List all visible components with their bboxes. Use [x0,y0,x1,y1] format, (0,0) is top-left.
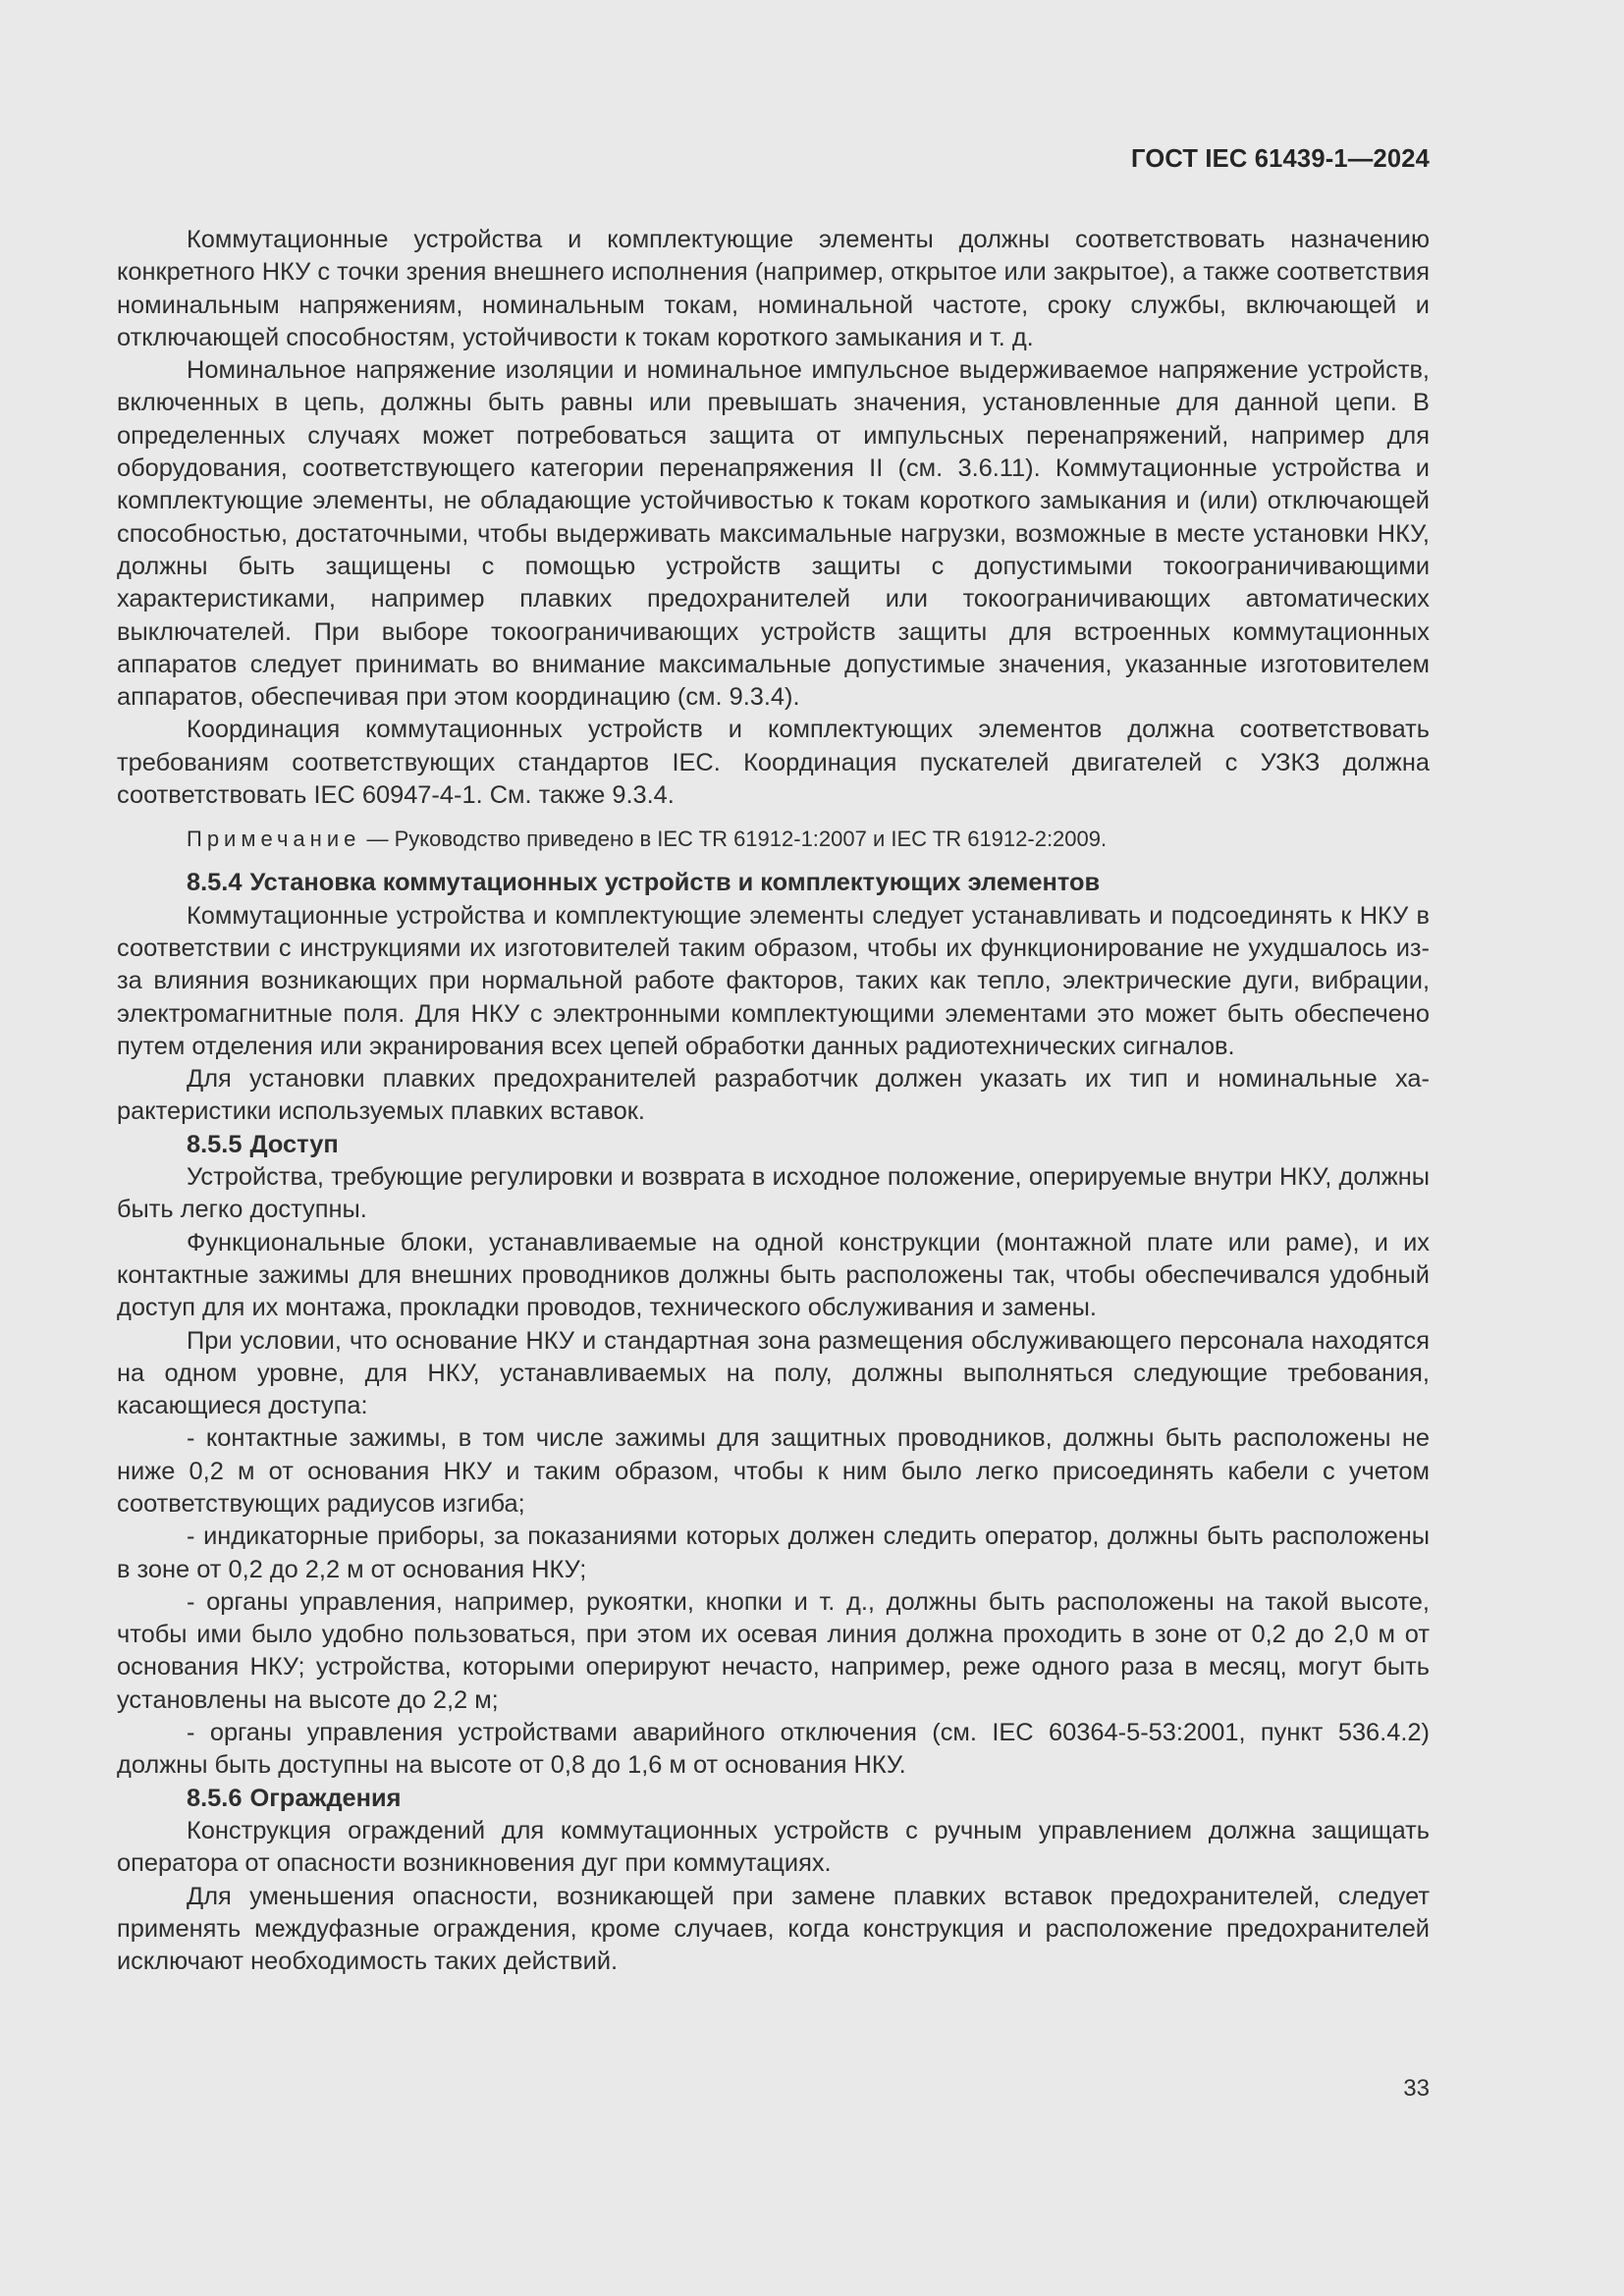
paragraph: Коммутационные устройства и комплектующие элементы следует устанавливать и подсоединять к НКУ в соответствии с инструкциями их изготовителей таким образом, чтобы их функционирование не ухудшалось из-за влияния возникающих при нормальной работе факторов, таких как тепло, электрические дуги, вибрации, электромагнитные поля. Для НКУ с электронными комплектующими элементами это может быть обеспечено путем отделения или экранирования всех цепей обработки данных радиотехнических сигналов. [117,901,1430,1060]
page-number: 33 [1403,2075,1430,2102]
section-heading-8-5-5 [117,1129,1430,1161]
section-number: 8.5.6 [187,1784,243,1812]
list-item: - индикаторные приборы, за показаниями которых должен следить оператор, должны быть расположены в зоне от 0,2 до 2,2 м от основания НКУ; [117,1522,1430,1583]
list-item: - органы управления, например, рукоятки, кнопки и т. д., должны быть расположены на такой высоте, чтобы ими было удобно пользоваться, при этом их осевая линия должна проходить в зоне от 0,2 до 2,0 м от основания НКУ; устройства, которыми оперируют нечасто, например, реже одного раза в месяц, могут быть установлены на высоте до 2,2 м; [117,1587,1430,1714]
section-heading-8-5-4 [117,867,1430,899]
paragraph: Коммутационные устройства и комплектующие элементы должны соответствовать назначению конкретного НКУ с точки зрения внешнего исполнения (например, открытое или закрытое), а также соответствия номинальным напряжениям, номинальным токам, номинальной частоте, сроку службы, включающей и отключающей способностям, устойчивости к токам короткого замыкания и т. д. [117,226,1430,351]
paragraph: Номинальное напряжение изоляции и номинальное импульсное выдерживаемое напряжение устройств, включенных в цепь, должны быть равны или превышать значения, установленные для данной цепи. В определенных случаях может потребоваться защита от импульсных перенапряжений, например для оборудования, соответствующего категории перенапряжения II (см. 3.6.11). Коммутационные устройства и комплектующие элементы, не обладающие устойчивостью к токам короткого замыкания и (или) отключающей способностью, достаточными, чтобы выдерживать максимальные нагрузки, возможные в месте установки НКУ, должны быть защищены с помощью устройств защиты с допустимыми токоограничивающими характеристиками, например плавких предохранителей или токоограничивающих автоматических выключателей. При выборе токоограничивающих устройств защиты для встроенных коммутационных аппаратов следует принимать во внимание максимальные допустимые значения, указанные изготовителем аппаратов, обеспечивая при этом координацию (см. 9.3.4). [117,356,1430,712]
note [117,825,1430,854]
document-header: ГОСТ IEC 61439-1—2024 [1131,145,1430,173]
document-body [117,224,1430,1978]
section-title: Установка коммутационных устройств и комплектующих элементов [249,869,1101,897]
paragraph: Координация коммутационных устройств и комплектующих элементов должна соответствовать требованиям соответствующих стандартов IEC. Координация пускателей двигателей с УЗКЗ должна соответствовать IEC 60947-4-1. См. также 9.3.4. [117,716,1430,810]
paragraph: Для установки плавких предохранителей разработчик должен указать их тип и номинальные характеристики используемых плавких вставок. [117,1065,1430,1126]
list-item: - контактные зажимы, в том числе зажимы для защитных проводников, должны быть расположены не ниже 0,2 м от основания НКУ и таким образом, чтобы к ним было легко присоединять кабели с учетом соответствующих радиусов изгиба; [117,1424,1430,1518]
paragraph: Конструкция ограждений для коммутационных устройств с ручным управлением должна защищать оператора от опасности возникновения дуг при коммутациях. [117,1816,1430,1878]
note-label: Примечание [187,827,361,852]
section-title: Доступ [249,1130,339,1158]
paragraph: Для уменьшения опасности, возникающей при замене плавких вставок предохранителей, следует применять междуфазные ограждения, кроме случаев, когда конструкция и расположение предохранителей исключают необходимость таких действий. [117,1882,1430,1976]
section-number: 8.5.4 [187,869,243,897]
list-item: - органы управления устройствами аварийного отключения (см. IEC 60364-5-53:2001, пункт 536.4.2) должны быть доступны на высоте от 0,8 до 1,6 м от основания НКУ. [117,1719,1430,1780]
paragraph: Функциональные блоки, устанавливаемые на одной конструкции (монтажной плате или раме), и их контактные зажимы для внешних проводников должны быть расположены так, чтобы обеспечивался удобный доступ для их монтажа, прокладки проводов, технического обслуживания и замены. [117,1228,1430,1322]
section-heading-8-5-6 [117,1783,1430,1815]
paragraph: Устройства, требующие регулировки и возврата в исходное положение, оперируемые внутри НКУ, должны быть легко доступны. [117,1163,1430,1224]
paragraph: При условии, что основание НКУ и стандартная зона размещения обслуживающего персонала находятся на одном уровне, для НКУ, устанавливаемых на полу, должны выполняться следующие требования, касающиеся доступа: [117,1326,1430,1420]
note-text: — Руководство приведено в IEC TR 61912-1:2007 и IEC TR 61912-2:2009. [360,827,1108,852]
section-title: Ограждения [249,1784,402,1812]
section-number: 8.5.5 [187,1130,243,1158]
